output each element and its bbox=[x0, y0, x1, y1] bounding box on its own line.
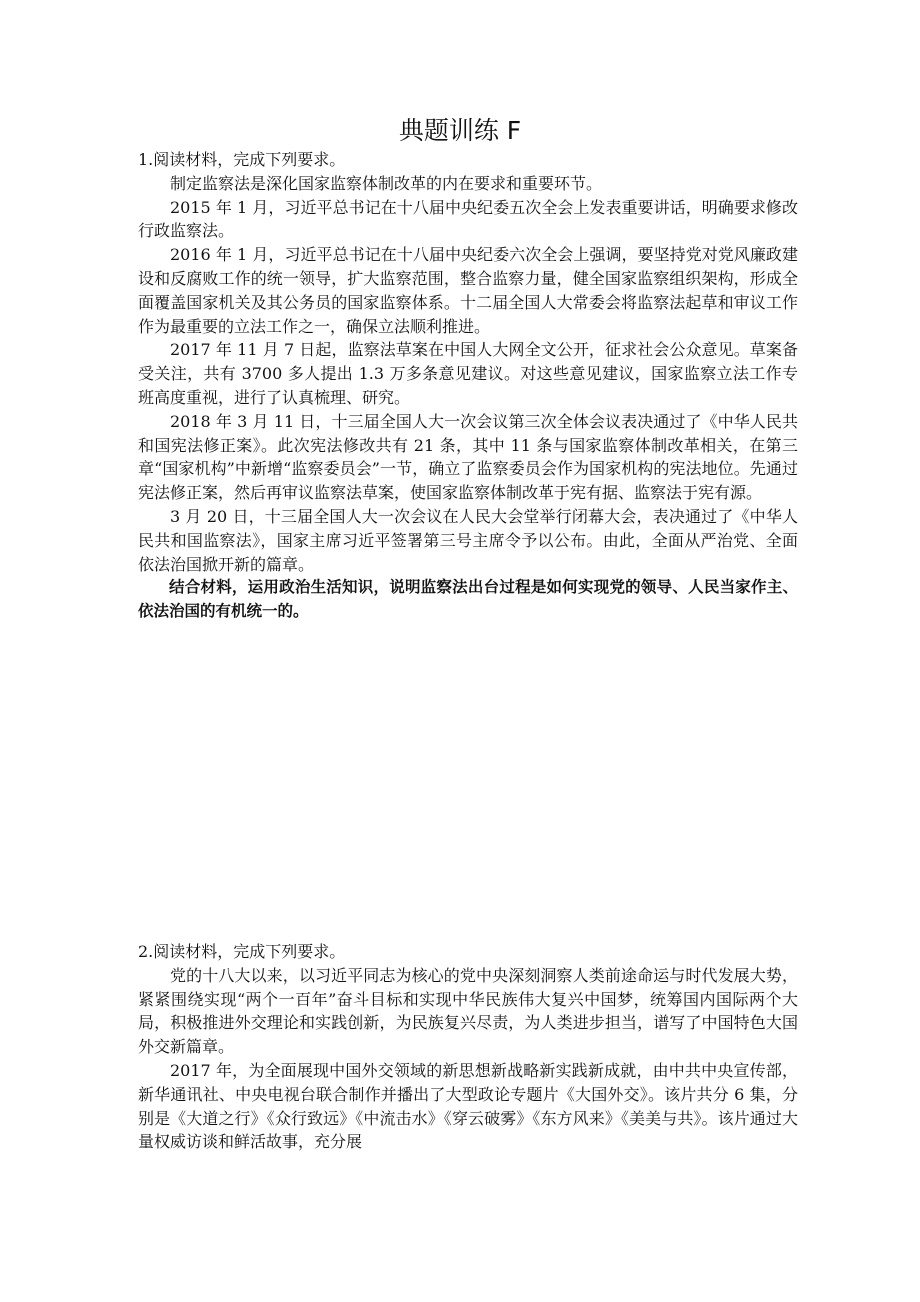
material-paragraph: 2017 年，为全面展现中国外交领域的新思想新战略新实践新成就，由中共中央宣传部，新华通讯社、中央电视台联合制作并播出了大型政论专题片《大国外交》。该片共分 6 集，分别是《大道之行》《众行致远》《中流击水》《穿云破雾》《东方风来》《美美与共》。该片通过大量权威访谈和鲜活故事，充分展 bbox=[138, 1060, 798, 1152]
question-1-prompt: 1.阅读材料，完成下列要求。 bbox=[138, 150, 346, 169]
material-paragraph: 3 月 20 日，十三届全国人大一次会议在人民大会堂举行闭幕大会，表决通过了《中华人民共和国监察法》，国家主席习近平签署第三号主席令予以公布。由此，全面从严治党、全面依法治国掀开新的篇章。 bbox=[138, 506, 798, 574]
page-title: 典题训练 F bbox=[398, 116, 522, 145]
answer-space bbox=[138, 690, 798, 920]
material-paragraph: 党的十八大以来，以习近平同志为核心的党中央深刻洞察人类前途命运与时代发展大势，紧紧围绕实现“两个一百年”奋斗目标和实现中华民族伟大复兴中国梦，统筹国内国际两个大局，积极推进外交理论和实践创新，为民族复兴尽责，为人类进步担当，谱写了中国特色大国外交新篇章。 bbox=[138, 965, 798, 1057]
material-paragraph: 制定监察法是深化国家监察体制改革的内在要求和重要环节。 bbox=[170, 173, 603, 193]
question-1-requirement: 结合材料，运用政治生活知识，说明监察法出台过程是如何实现党的领导、人民当家作主、依法治国的有机统一的。 bbox=[138, 578, 798, 621]
material-paragraph: 2017 年 11 月 7 日起，监察法草案在中国人大网全文公开，征求社会公众意见。草案备受关注，共有 3700 多人提出 1.3 万多条意见建议。对这些意见建议，国家监察立法工作专班高度重视，进行了认真梳理、研究。 bbox=[138, 340, 798, 407]
material-paragraph: 2018 年 3 月 11 日，十三届全国人大一次会议第三次全体会议表决通过了《中华人民共和国宪法修正案》。此次宪法修改共有 21 条，其中 11 条与国家监察体制改革相关，在第三章“国家机构”中新增“监察委员会”一节，确立了监察委员会作为国家机构的宪法地位。先通过宪法修正案，然后再审议监察法草案，使国家监察体制改革于宪有据、监察法于宪有源。 bbox=[138, 411, 798, 503]
material-paragraph: 2016 年 1 月，习近平总书记在十八届中央纪委六次全会上强调，要坚持党对党风廉政建设和反腐败工作的统一领导，扩大监察范围，整合监察力量，健全国家监察组织架构，形成全面覆盖国家机关及其公务员的国家监察体系。十二届全国人大常委会将监察法起草和审议工作作为最重要的立法工作之一，确保立法顺利推进。 bbox=[138, 245, 798, 336]
material-paragraph: 2015 年 1 月，习近平总书记在十八届中央纪委五次全会上发表重要讲话，明确要求修改行政监察法。 bbox=[138, 197, 798, 241]
question-2 bbox=[138, 940, 798, 1154]
question-2-prompt: 2.阅读材料，完成下列要求。 bbox=[138, 942, 346, 961]
question-1 bbox=[138, 148, 798, 624]
